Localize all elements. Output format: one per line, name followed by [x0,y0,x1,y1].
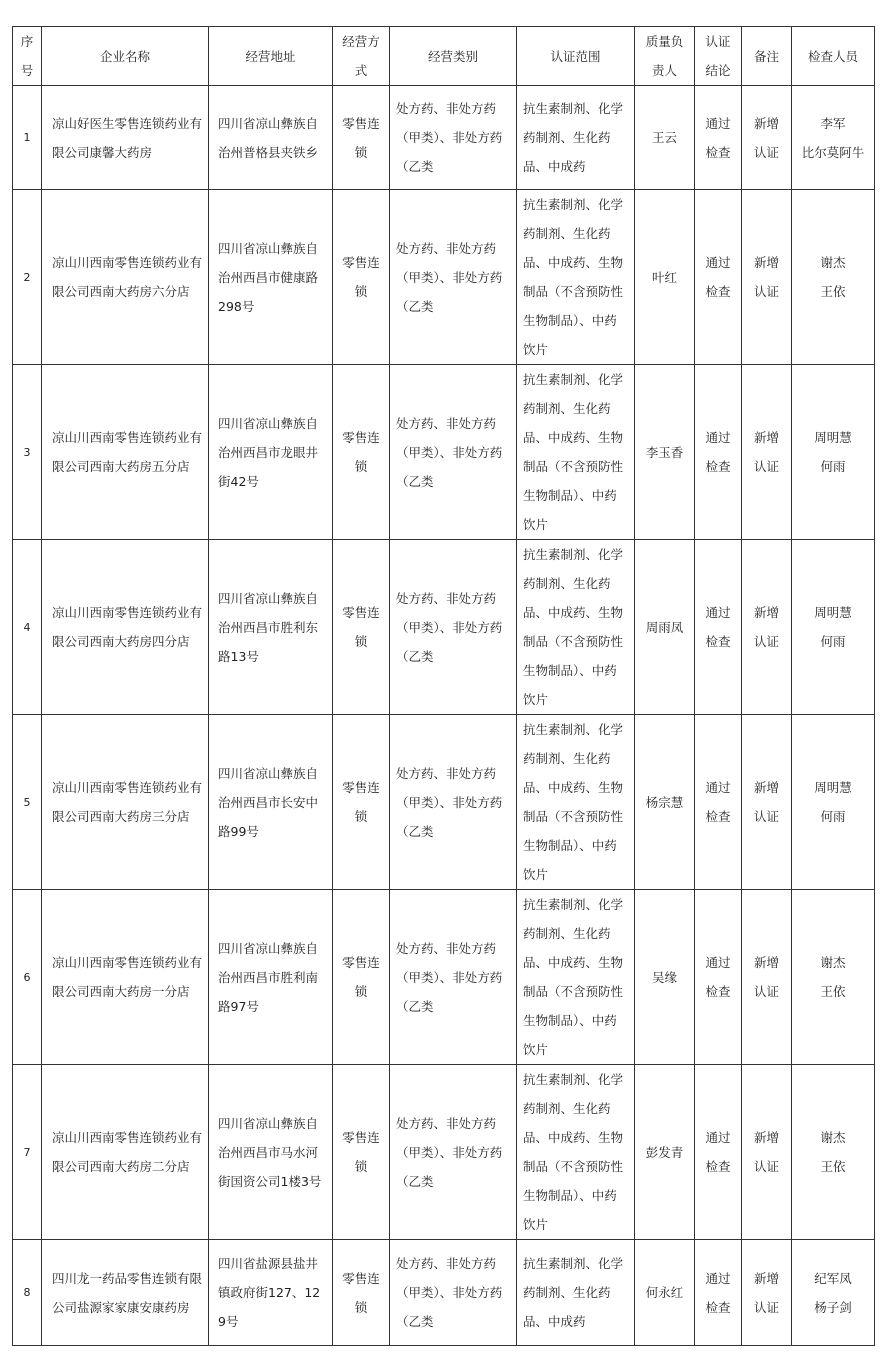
cell-remark: 新增认证 [742,1065,792,1240]
header-row [13,27,875,86]
cell-seq: 5 [13,715,42,890]
cell-address: 四川省凉山彝族自治州西昌市马水河街国资公司1楼3号 [209,1065,333,1240]
cell-seq: 6 [13,890,42,1065]
table-row [13,1065,875,1240]
cell-category: 处方药、非处方药（甲类）、非处方药（乙类 [390,1240,517,1346]
cell-address: 四川省凉山彝族自治州普格县夹铁乡 [209,86,333,190]
cell-seq: 8 [13,1240,42,1346]
cell-remark: 新增认证 [742,540,792,715]
cell-remark: 新增认证 [742,890,792,1065]
header-category: 经营类别 [390,27,517,86]
cell-company-name: 凉山川西南零售连锁药业有限公司西南大药房六分店 [42,190,209,365]
cell-scope: 抗生素制剂、化学药制剂、生化药品、中成药 [517,1240,635,1346]
cell-scope: 抗生素制剂、化学药制剂、生化药品、中成药、生物制品（不含预防性生物制品）、中药饮片 [517,540,635,715]
cell-company-name: 四川龙一药品零售连锁有限公司盐源家家康安康药房 [42,1240,209,1346]
cell-scope: 抗生素制剂、化学药制剂、生化药品、中成药、生物制品（不含预防性生物制品）、中药饮片 [517,365,635,540]
cell-mode: 零售连锁 [333,365,390,540]
cell-conclusion: 通过检查 [695,365,742,540]
cell-category: 处方药、非处方药（甲类）、非处方药（乙类 [390,190,517,365]
header-remark: 备注 [742,27,792,86]
cell-conclusion: 通过检查 [695,540,742,715]
header-inspectors: 检查人员 [792,27,875,86]
cell-seq: 7 [13,1065,42,1240]
table-row [13,86,875,190]
cell-remark: 新增认证 [742,1240,792,1346]
cell-mode: 零售连锁 [333,540,390,715]
inspector-name: 比尔莫阿牛 [801,144,865,160]
inspector-name: 王依 [820,284,846,299]
inspector-name: 王依 [820,984,846,999]
cell-inspectors [792,86,875,190]
cell-category: 处方药、非处方药（甲类）、非处方药（乙类 [390,715,517,890]
cell-quality-person: 王云 [635,86,695,190]
cell-scope: 抗生素制剂、化学药制剂、生化药品、中成药、生物制品（不含预防性生物制品）、中药饮片 [517,890,635,1065]
header-seq: 序号 [13,27,42,86]
cell-quality-person: 李玉香 [635,365,695,540]
cell-quality-person: 吴缘 [635,890,695,1065]
cell-quality-person: 何永红 [635,1240,695,1346]
header-conclusion: 认证结论 [695,27,742,86]
cell-remark: 新增认证 [742,715,792,890]
cell-category: 处方药、非处方药（甲类）、非处方药（乙类 [390,86,517,190]
cell-mode: 零售连锁 [333,190,390,365]
cell-conclusion: 通过检查 [695,190,742,365]
cell-category: 处方药、非处方药（甲类）、非处方药（乙类 [390,1065,517,1240]
cell-mode: 零售连锁 [333,1240,390,1346]
cell-inspectors [792,365,875,540]
inspector-name: 谢杰 [820,1130,846,1145]
table-row [13,190,875,365]
cell-mode: 零售连锁 [333,715,390,890]
cell-quality-person: 周雨凤 [635,540,695,715]
cell-conclusion: 通过检查 [695,715,742,890]
header-scope: 认证范围 [517,27,635,86]
cell-company-name: 凉山好医生零售连锁药业有限公司康馨大药房 [42,86,209,190]
cell-address: 四川省凉山彝族自治州西昌市长安中路99号 [209,715,333,890]
cell-company-name: 凉山川西南零售连锁药业有限公司西南大药房一分店 [42,890,209,1065]
cell-conclusion: 通过检查 [695,86,742,190]
cell-conclusion: 通过检查 [695,1065,742,1240]
cell-category: 处方药、非处方药（甲类）、非处方药（乙类 [390,365,517,540]
table-row [13,890,875,1065]
inspector-name: 李军 [820,115,846,131]
cell-remark: 新增认证 [742,86,792,190]
inspector-name: 谢杰 [820,255,846,270]
header-mode: 经营方式 [333,27,390,86]
cell-scope: 抗生素制剂、化学药制剂、生化药品、中成药、生物制品（不含预防性生物制品）、中药饮片 [517,1065,635,1240]
cell-quality-person: 叶红 [635,190,695,365]
inspector-name: 何雨 [820,459,846,474]
inspector-name: 周明慧 [814,430,852,445]
cell-address: 四川省盐源县盐井镇政府街127、129号 [209,1240,333,1346]
cell-category: 处方药、非处方药（甲类）、非处方药（乙类 [390,540,517,715]
inspector-name: 周明慧 [814,780,852,795]
cell-category: 处方药、非处方药（甲类）、非处方药（乙类 [390,890,517,1065]
table-row [13,540,875,715]
cell-inspectors [792,1065,875,1240]
cell-seq: 3 [13,365,42,540]
inspector-name: 纪军凤 [814,1270,852,1286]
cell-address: 四川省凉山彝族自治州西昌市胜利东路13号 [209,540,333,715]
cell-scope: 抗生素制剂、化学药制剂、生化药品、中成药 [517,86,635,190]
header-name: 企业名称 [42,27,209,86]
inspector-name: 杨子剑 [814,1299,852,1315]
cell-address: 四川省凉山彝族自治州西昌市胜利南路97号 [209,890,333,1065]
inspector-name: 何雨 [820,809,846,824]
cell-conclusion: 通过检查 [695,890,742,1065]
cell-scope: 抗生素制剂、化学药制剂、生化药品、中成药、生物制品（不含预防性生物制品）、中药饮片 [517,715,635,890]
inspector-name: 谢杰 [820,955,846,970]
cell-address: 四川省凉山彝族自治州西昌市健康路298号 [209,190,333,365]
cell-company-name: 凉山川西南零售连锁药业有限公司西南大药房三分店 [42,715,209,890]
cell-seq: 4 [13,540,42,715]
cell-company-name: 凉山川西南零售连锁药业有限公司西南大药房五分店 [42,365,209,540]
header-quality: 质量负责人 [635,27,695,86]
cell-remark: 新增认证 [742,190,792,365]
cell-seq: 1 [13,86,42,190]
cell-mode: 零售连锁 [333,1065,390,1240]
cell-scope: 抗生素制剂、化学药制剂、生化药品、中成药、生物制品（不含预防性生物制品）、中药饮片 [517,190,635,365]
cell-company-name: 凉山川西南零售连锁药业有限公司西南大药房二分店 [42,1065,209,1240]
cell-mode: 零售连锁 [333,890,390,1065]
cell-inspectors [792,890,875,1065]
cell-conclusion: 通过检查 [695,1240,742,1346]
cell-quality-person: 彭发青 [635,1065,695,1240]
cell-quality-person: 杨宗慧 [635,715,695,890]
cell-mode: 零售连锁 [333,86,390,190]
table-row [13,715,875,890]
header-address: 经营地址 [209,27,333,86]
cell-inspectors [792,540,875,715]
cell-inspectors [792,190,875,365]
inspector-name: 何雨 [820,634,846,649]
cell-company-name: 凉山川西南零售连锁药业有限公司西南大药房四分店 [42,540,209,715]
cell-remark: 新增认证 [742,365,792,540]
cell-seq: 2 [13,190,42,365]
inspector-name: 王依 [820,1159,846,1174]
certification-table [12,26,875,1346]
cell-inspectors [792,715,875,890]
inspector-name: 周明慧 [814,605,852,620]
cell-address: 四川省凉山彝族自治州西昌市龙眼井街42号 [209,365,333,540]
table-row [13,1240,875,1346]
cell-inspectors [792,1240,875,1346]
table-row [13,365,875,540]
